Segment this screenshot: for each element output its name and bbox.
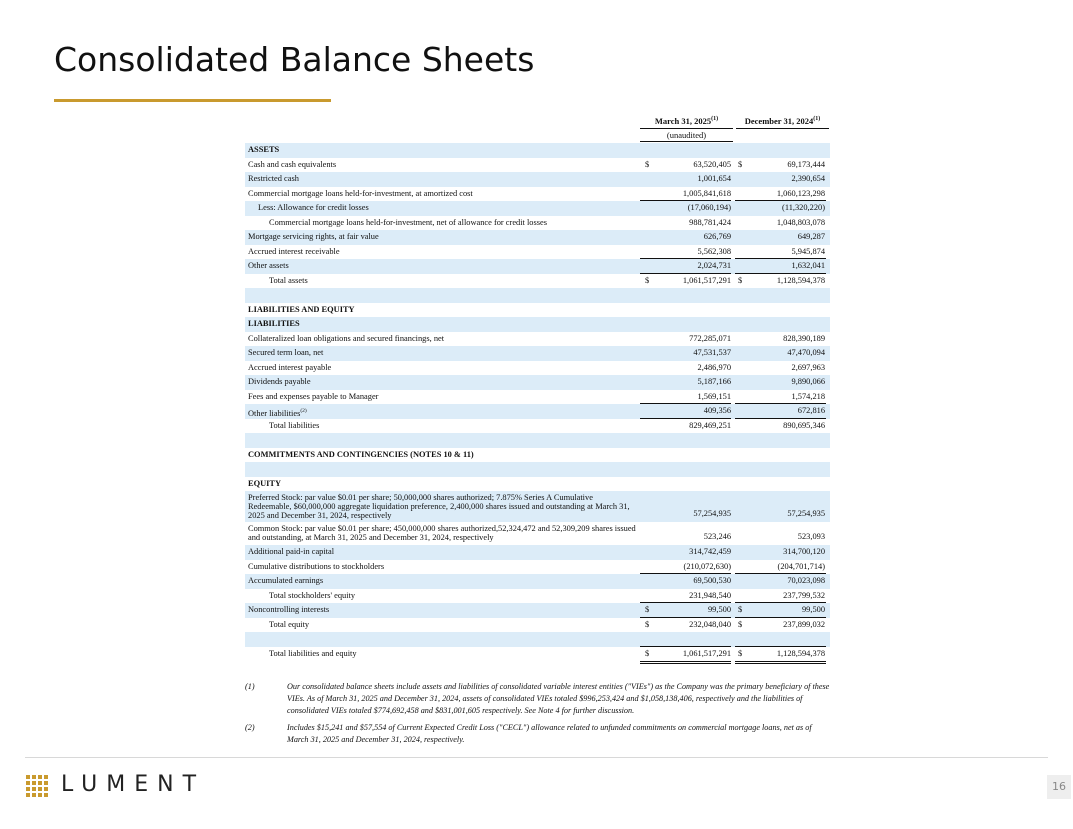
title-accent-rule xyxy=(54,99,331,102)
table-row xyxy=(245,230,830,245)
table-row xyxy=(245,603,830,618)
table-row xyxy=(245,317,830,332)
table-row xyxy=(245,245,830,260)
lument-logo-text: LUMENT xyxy=(61,772,206,797)
footnote-text: Includes $15,241 and $57,554 of Current Expected Credit Loss ("CECL") allowance related to unfunded commitments on commercial mortgage loans, net as of March 31, 2025 and December 31, 2024, respectively. xyxy=(287,723,812,744)
december-value: 2,390,654 xyxy=(791,174,825,183)
row-label: Total stockholders' equity xyxy=(269,590,356,600)
unaudited-label: (unaudited) xyxy=(666,130,707,140)
footnote-number: (1) xyxy=(245,682,255,691)
total-rule xyxy=(735,258,826,259)
march-value: 1,061,517,291 xyxy=(682,275,731,285)
march-value: 988,781,424 xyxy=(689,217,731,227)
row-label: Fees and expenses payable to Manager xyxy=(248,391,379,401)
december-value: 69,173,444 xyxy=(787,159,825,169)
march-value: 63,520,405 xyxy=(693,159,731,169)
row-label: Accrued interest payable xyxy=(248,362,332,372)
table-row xyxy=(245,390,830,405)
dollar-sign: $ xyxy=(645,619,650,629)
december-value: 237,899,032 xyxy=(783,619,825,629)
footnote-text: Our consolidated balance sheets include assets and liabilities of consolidated variable interest entities ("VIEs") as the Company was the primary beneficiary of these VIEs. As of March 31, 2025 and December 31, 2024, assets of consolidated VIEs totaled $996,253,424 and $1,058,138,406, respectively and the liabilities of consolidated VIEs totaled $774,692,458 and $831,001,605 respectively. See Note 4 for further discussion. xyxy=(287,682,830,715)
table-row xyxy=(245,574,830,589)
column-subheader-rule xyxy=(640,141,733,142)
total-rule xyxy=(735,418,826,419)
footer-rule xyxy=(25,757,1048,758)
row-label: Accumulated earnings xyxy=(248,576,324,585)
table-row xyxy=(245,632,830,647)
december-value: 5,945,874 xyxy=(791,246,825,256)
row-label: Cumulative distributions to stockholders xyxy=(248,561,385,571)
row-label: Accrued interest receivable xyxy=(248,246,340,256)
total-rule xyxy=(735,200,826,201)
december-value: 9,890,066 xyxy=(791,377,825,386)
december-value: 1,632,041 xyxy=(791,261,825,270)
total-rule xyxy=(735,573,826,574)
row-label: LIABILITIES xyxy=(248,319,300,328)
total-rule xyxy=(640,602,731,603)
dollar-sign: $ xyxy=(645,605,650,614)
december-value: 99,500 xyxy=(801,605,825,614)
row-label: Total liabilities xyxy=(269,420,320,430)
march-value: 409,356 xyxy=(703,406,731,415)
total-rule xyxy=(640,273,731,274)
column-header-rule xyxy=(640,128,733,129)
table-row xyxy=(245,361,830,376)
total-rule xyxy=(735,646,826,647)
row-label: Cash and cash equivalents xyxy=(248,159,337,169)
row-label: EQUITY xyxy=(248,478,282,488)
table-row xyxy=(245,346,830,361)
december-value: 1,048,803,078 xyxy=(776,217,825,227)
december-value: 1,128,594,378 xyxy=(776,275,825,285)
march-value: 772,285,071 xyxy=(689,333,731,343)
table-row xyxy=(245,618,830,633)
table-row xyxy=(245,201,830,216)
march-value: 523,246 xyxy=(703,532,731,541)
march-value: 57,254,935 xyxy=(693,509,731,518)
row-label: Total liabilities and equity xyxy=(269,648,357,658)
march-value: 1,001,654 xyxy=(697,174,731,183)
march-value: 5,562,308 xyxy=(697,246,731,256)
table-row xyxy=(245,274,830,289)
march-value: 314,742,459 xyxy=(689,547,731,556)
december-value: (11,320,220) xyxy=(782,203,825,212)
row-label: Other liabilities$^{(2)}$ xyxy=(248,408,307,418)
dollar-sign: $ xyxy=(738,275,743,285)
page-title: Consolidated Balance Sheets xyxy=(54,40,535,79)
lument-logo-icon xyxy=(26,775,48,797)
row-label: Mortgage servicing rights, at fair value xyxy=(248,232,379,241)
total-rule xyxy=(640,258,731,259)
row-label: Total assets xyxy=(269,275,308,285)
row-label: LIABILITIES AND EQUITY xyxy=(248,304,355,314)
table-row xyxy=(245,419,830,434)
row-label: Total equity xyxy=(269,619,310,629)
december-value: 2,697,963 xyxy=(791,362,825,372)
row-label: Collateralized loan obligations and secured financings, net xyxy=(248,333,445,343)
march-value: (17,060,194) xyxy=(687,203,731,212)
row-label: Noncontrolling interests xyxy=(248,605,330,614)
dollar-sign: $ xyxy=(645,159,650,169)
row-label: Other assets xyxy=(248,261,289,270)
total-rule xyxy=(640,200,731,201)
dollar-sign: $ xyxy=(645,648,650,658)
total-rule xyxy=(735,617,826,618)
table-row xyxy=(245,259,830,274)
row-label: Additional paid-in capital xyxy=(248,547,335,556)
december-value: (204,701,714) xyxy=(777,561,825,571)
march-value: 2,486,970 xyxy=(697,362,731,372)
double-total-rule xyxy=(735,663,826,664)
total-rule xyxy=(735,403,826,404)
table-row xyxy=(245,158,830,173)
table-row xyxy=(245,404,830,419)
balance-sheet-table xyxy=(245,143,830,661)
row-label: Restricted cash xyxy=(248,174,299,183)
march-value: 231,948,540 xyxy=(689,590,731,600)
table-row xyxy=(245,589,830,604)
row-label: Commercial mortgage loans held-for-investment, net of allowance for credit losses xyxy=(269,217,547,227)
march-value: 99,500 xyxy=(707,605,731,614)
column-header-march: March 31, 2025$^{(1)}$ xyxy=(654,116,719,126)
total-rule xyxy=(640,403,731,404)
table-row xyxy=(245,303,830,318)
total-rule xyxy=(640,617,731,618)
row-label: Less: Allowance for credit losses xyxy=(258,203,369,212)
table-row xyxy=(245,522,830,545)
double-total-rule xyxy=(735,661,826,662)
table-row xyxy=(245,560,830,575)
march-value: 47,531,537 xyxy=(693,348,731,357)
row-label: Dividends payable xyxy=(248,377,311,386)
december-value: 523,093 xyxy=(797,532,825,541)
row-label: COMMITMENTS AND CONTINGENCIES (NOTES 10 & 11) xyxy=(248,449,474,459)
row-label: Common Stock: par value $0.01 per share; 450,000,000 shares authorized,52,324,472 and 52,309,209 shares issued and outstanding, at March 31, 2025 and December 31, 2024, respectively xyxy=(248,524,636,542)
december-value: 649,287 xyxy=(797,232,825,241)
table-row xyxy=(245,448,830,463)
december-value: 70,023,098 xyxy=(787,576,825,585)
table-row xyxy=(245,288,830,303)
table-row xyxy=(245,143,830,158)
total-rule xyxy=(640,646,731,647)
row-label-footnote-ref: (2) xyxy=(300,408,307,414)
march-value: 2,024,731 xyxy=(697,261,731,270)
december-value: 890,695,346 xyxy=(783,420,825,430)
page-number: 16 xyxy=(1047,775,1071,799)
table-row xyxy=(245,462,830,477)
december-value: 47,470,094 xyxy=(787,348,825,357)
column-header-rule xyxy=(736,128,829,129)
table-row xyxy=(245,491,830,522)
december-value: 672,816 xyxy=(797,406,825,415)
row-label: Commercial mortgage loans held-for-investment, at amortized cost xyxy=(248,188,473,198)
table-row xyxy=(245,332,830,347)
total-rule xyxy=(640,418,731,419)
table-row xyxy=(245,545,830,560)
table-row xyxy=(245,477,830,492)
dollar-sign: $ xyxy=(645,275,650,285)
double-total-rule xyxy=(640,663,731,664)
table-row xyxy=(245,216,830,231)
december-value: 314,700,120 xyxy=(783,547,825,556)
table-row xyxy=(245,647,830,662)
total-rule xyxy=(735,273,826,274)
table-row xyxy=(245,187,830,202)
total-rule xyxy=(640,573,731,574)
december-value: 1,128,594,378 xyxy=(776,648,825,658)
table-row xyxy=(245,433,830,448)
table-row xyxy=(245,172,830,187)
dollar-sign: $ xyxy=(738,159,743,169)
march-value: 1,061,517,291 xyxy=(682,648,731,658)
dollar-sign: $ xyxy=(738,648,743,658)
march-value: 5,187,166 xyxy=(697,377,731,386)
december-value: 57,254,935 xyxy=(787,509,825,518)
row-label: Preferred Stock: par value $0.01 per share; 50,000,000 shares authorized; 7.875% Series A Cumulative Redeemable, $60,000,000 aggregate liquidation preference, 2,400,000 shares issued and outstanding at March 31, 2025 and December 31, 2024, respectively xyxy=(248,493,630,520)
row-label: Secured term loan, net xyxy=(248,348,324,357)
december-value: 1,574,218 xyxy=(791,391,825,401)
dollar-sign: $ xyxy=(738,605,743,614)
row-label: ASSETS xyxy=(248,145,280,154)
march-value: 1,005,841,618 xyxy=(682,188,731,198)
december-value: 1,060,123,298 xyxy=(776,188,825,198)
december-value: 237,799,532 xyxy=(783,590,825,600)
march-value: 1,569,151 xyxy=(697,391,731,401)
december-value: 828,390,189 xyxy=(783,333,825,343)
dollar-sign: $ xyxy=(738,619,743,629)
march-value: 69,500,530 xyxy=(693,576,731,585)
total-rule xyxy=(735,602,826,603)
march-value: 829,469,251 xyxy=(689,420,731,430)
double-total-rule xyxy=(640,661,731,662)
column-header-december: December 31, 2024$^{(1)}$ xyxy=(744,116,821,126)
march-value: 232,048,040 xyxy=(689,619,731,629)
footnote-number: (2) xyxy=(245,723,255,732)
march-value: (210,072,630) xyxy=(683,561,731,571)
table-row xyxy=(245,375,830,390)
march-value: 626,769 xyxy=(703,232,731,241)
